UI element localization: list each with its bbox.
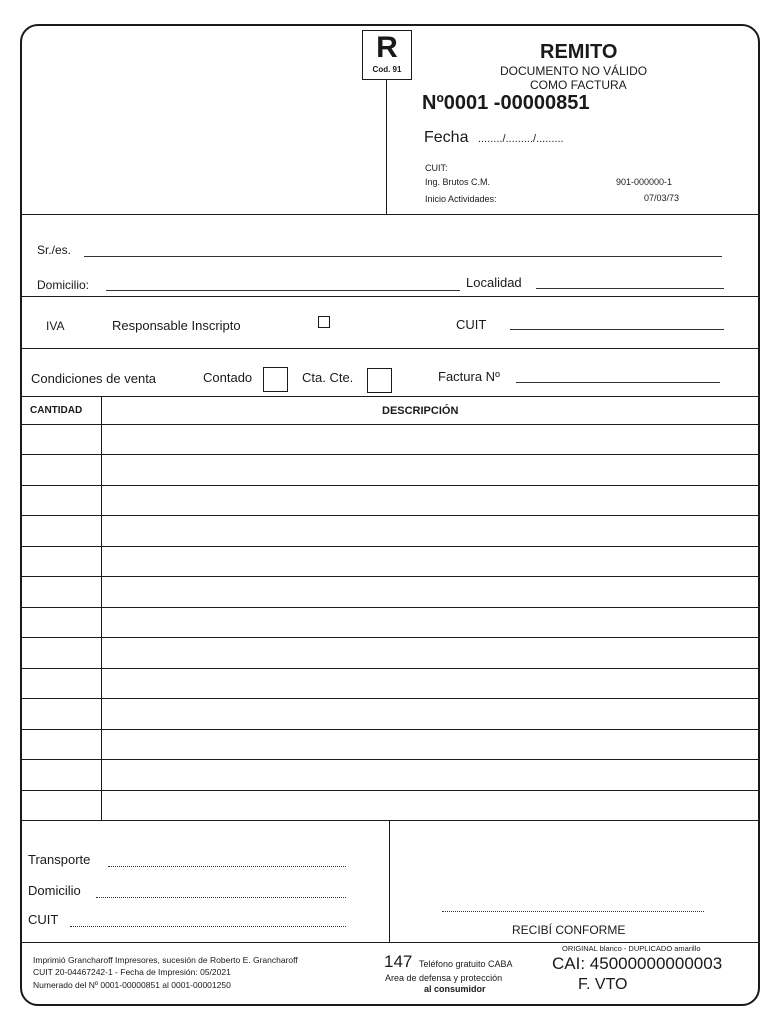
- table-row[interactable]: [22, 424, 758, 425]
- phone-text: Teléfono gratuito CABA: [419, 959, 513, 969]
- condiciones-label: Condiciones de venta: [31, 371, 157, 386]
- ing-brutos-label: Ing. Brutos C.M.: [425, 177, 491, 187]
- cai-number: CAI: 45000000000003: [552, 954, 723, 973]
- table-row[interactable]: [22, 637, 758, 638]
- responsable-inscripto-checkbox[interactable]: [318, 316, 330, 328]
- customer-divider: [22, 296, 758, 297]
- transport-cuit-field[interactable]: [70, 926, 346, 927]
- domicilio-label: Domicilio:: [37, 278, 90, 292]
- table-row[interactable]: [22, 668, 758, 669]
- contado-label: Contado: [203, 370, 253, 385]
- document-subtitle-2: COMO FACTURA: [530, 78, 627, 92]
- transport-domicilio-label: Domicilio: [28, 883, 81, 898]
- table-row[interactable]: [22, 790, 758, 791]
- iva-divider: [22, 348, 758, 349]
- document-letter: R: [376, 31, 398, 64]
- localidad-label: Localidad: [466, 275, 522, 290]
- table-row[interactable]: [22, 607, 758, 608]
- document-title: REMITO: [540, 41, 618, 63]
- transporte-field[interactable]: [108, 866, 346, 867]
- printer-line-3: Numerado del Nº 0001-00000851 al 0001-00001250: [33, 980, 231, 990]
- table-row[interactable]: [22, 546, 758, 547]
- table-bottom-line: [22, 820, 758, 821]
- iva-label: IVA: [46, 319, 65, 333]
- domicilio-field[interactable]: [106, 290, 460, 291]
- cuit-header-label: CUIT:: [425, 163, 448, 173]
- cuit-customer-label: CUIT: [456, 317, 487, 332]
- fvto-label: F. VTO: [578, 976, 628, 993]
- localidad-field[interactable]: [536, 288, 724, 289]
- table-row[interactable]: [22, 515, 758, 516]
- cta-cte-checkbox[interactable]: [367, 368, 392, 393]
- iva-value: Responsable Inscripto: [112, 318, 241, 333]
- sale-divider: [22, 396, 758, 397]
- table-row[interactable]: [22, 454, 758, 455]
- column-header-cantidad: CANTIDAD: [30, 405, 83, 416]
- copies-text: ORIGINAL blanco - DUPLICADO amarillo: [562, 944, 701, 953]
- sres-field[interactable]: [84, 256, 722, 257]
- transport-divider: [389, 820, 390, 942]
- column-header-descripcion: DESCRIPCIÓN: [382, 405, 459, 417]
- document-number: Nº0001 -00000851: [422, 92, 590, 114]
- document-subtitle-1: DOCUMENTO NO VÁLIDO: [500, 64, 648, 78]
- table-row[interactable]: [22, 576, 758, 577]
- header-bottom-line: [22, 214, 758, 215]
- phone-number: 147: [384, 952, 413, 971]
- signature-line[interactable]: [442, 911, 704, 912]
- transport-bottom-line: [22, 942, 758, 943]
- inicio-actividades-value: 07/03/73: [644, 193, 680, 203]
- defensa-line-1: Area de defensa y protección: [385, 973, 503, 983]
- printer-line-1: Imprimió Grancharoff Impresores, sucesión de Roberto E. Grancharoff: [33, 955, 298, 965]
- document-letter-box: [362, 30, 412, 80]
- table-column-divider: [101, 396, 102, 820]
- factura-label: Factura Nº: [438, 369, 500, 384]
- fecha-field[interactable]: ......../........./.........: [478, 133, 564, 145]
- contado-checkbox[interactable]: [263, 367, 288, 392]
- transporte-label: Transporte: [28, 852, 91, 867]
- sres-label: Sr./es.: [37, 243, 72, 257]
- transport-domicilio-field[interactable]: [96, 897, 346, 898]
- defensa-line-2: al consumidor: [424, 984, 486, 994]
- cuit-customer-field[interactable]: [510, 329, 724, 330]
- printer-line-2: CUIT 20-04467242-1 - Fecha de Impresión: 05/2021: [33, 967, 231, 977]
- table-row[interactable]: [22, 698, 758, 699]
- recibi-conforme-label: RECIBÍ CONFORME: [512, 923, 626, 937]
- header-divider: [386, 80, 387, 214]
- cta-cte-label: Cta. Cte.: [302, 370, 354, 385]
- table-row[interactable]: [22, 729, 758, 730]
- fecha-label: Fecha: [424, 129, 469, 146]
- table-row[interactable]: [22, 759, 758, 760]
- inicio-actividades-label: Inicio Actividades:: [425, 194, 497, 204]
- ing-brutos-value: 901-000000-1: [616, 177, 673, 187]
- transport-cuit-label: CUIT: [28, 912, 59, 927]
- document-code: Cod. 91: [372, 65, 402, 74]
- table-row[interactable]: [22, 485, 758, 486]
- factura-field[interactable]: [516, 382, 720, 383]
